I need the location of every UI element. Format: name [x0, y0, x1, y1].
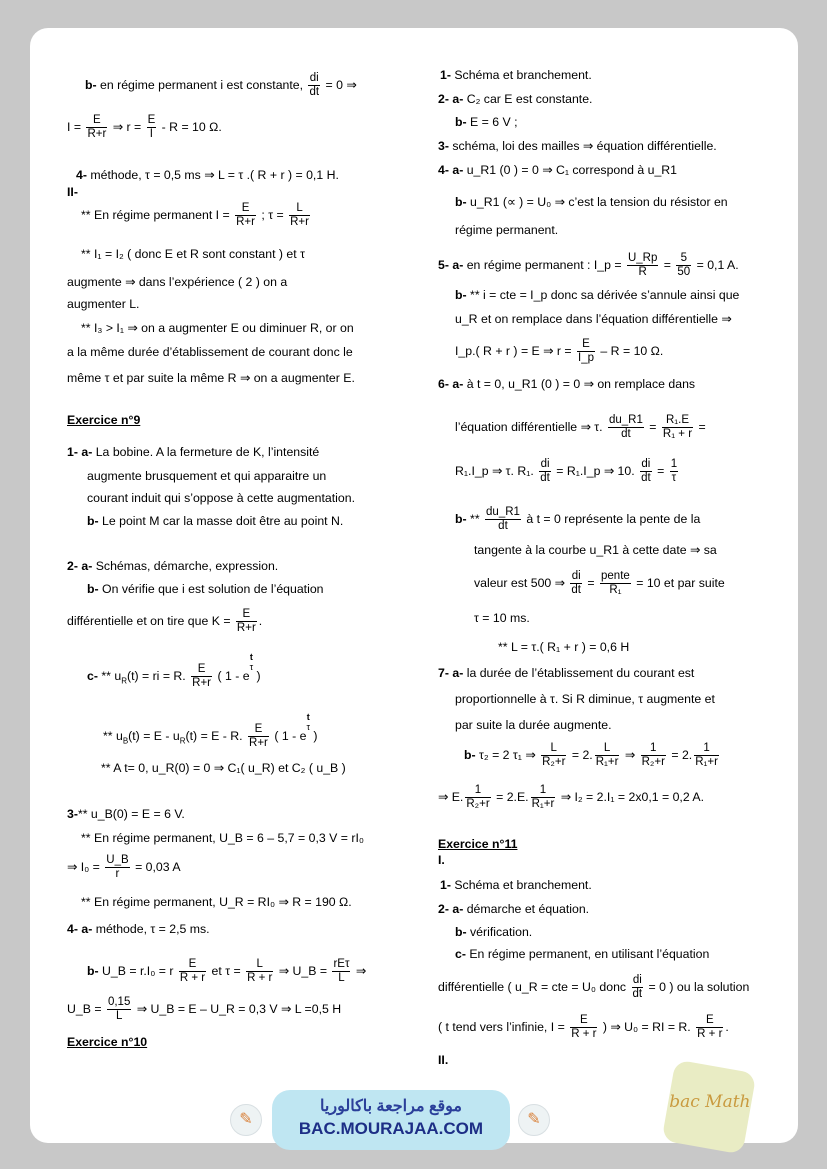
line-r30: différentielle ( u_R = cte = U₀ donc $\frac{di}{dt}$ = 0 ) ou la solution [438, 974, 750, 1000]
line-l16: 2- a- Schémas, démarche, expression. [67, 559, 279, 573]
exercise-10-heading: Exercice n°10 [67, 1035, 148, 1049]
line-r13: l’équation différentielle ⇒ τ. $\frac{du\_R1}{dt}$ = $\frac{\text{R₁.E}}{\text{R₁ + r}}$ = [455, 414, 706, 440]
line-l7: augmente ⇒ dans l’expérience ( 2 ) on a [67, 275, 288, 289]
line-l14: courant induit qui s’oppose à cette augmentation. [87, 491, 355, 505]
line-r20: 7- a- la durée de l’établissement du courant est [438, 666, 695, 680]
line-l9: ** I₃ > I₁ ⇒ on a augmenter E ou diminuer R, or on [81, 321, 354, 335]
document-page [30, 28, 798, 1143]
line-r15: b- ** $\frac{du\_R1}{dt}$ à t = 0 représente la pente de la [455, 506, 701, 532]
line-l28: U_B = $\frac{0,15}{L}$ ⇒ U_B = E – U_R = 0,3 V ⇒ L =0,5 H [67, 996, 342, 1022]
line-r32: II. [438, 1053, 449, 1067]
line-l25: ** En régime permanent, U_R = RI₀ ⇒ R = 190 Ω. [81, 895, 352, 909]
line-l23: ** En régime permanent, U_B = 6 – 5,7 = 0,3 V = rI₀ [81, 831, 364, 845]
line-r4: 3- schéma, loi des mailles ⇒ équation différentielle. [438, 139, 717, 153]
bac-math-logo: bac Math [662, 1060, 757, 1155]
line-r2: 2- a- C₂ car E est constante. [438, 92, 593, 106]
line-l22: 3-** u_B(0) = E = 6 V. [67, 807, 185, 821]
line-r6: b- u_R1 (∝ ) = U₀ ⇒ c’est la tension du résistor en [455, 195, 728, 209]
line-l20: ** $u_B(t) = E - u_R(t) = E - R$. $\frac{E}{R+r}$ ( 1 - e t τ ) [103, 712, 318, 750]
line-r28: b- vérification. [455, 925, 533, 939]
line-r31: ( t tend vers l’infinie, I = $\frac{E}{R + r}$ ) ⇒ U₀ = RI = R. $\frac{E}{R + r}$ . [438, 1014, 729, 1040]
line-l8: augmenter L. [67, 297, 140, 311]
line-l26: 4- a- méthode, τ = 2,5 ms. [67, 922, 210, 936]
line-r17: valeur est 500 ⇒ $\frac{di}{dt}$ = pente R₁ = 10 et par suite [474, 570, 725, 596]
line-r27: 2- a- démarche et équation. [438, 902, 590, 916]
line-r3: b- E = 6 V ; [455, 115, 518, 129]
line-l2: I = $\frac{E}{R+r}$ ⇒ r = $\frac{E}{I}$ - R = 10 Ω. [67, 114, 222, 140]
line-r10: u_R et on remplace dans l’équation différentielle ⇒ [455, 312, 732, 326]
line-l24: ⇒ I₀ = $\frac{U\_B}{r}$ = 0,03 A [67, 854, 181, 880]
line-r25: I. [438, 853, 445, 867]
line-l27: b- U_B = r.I₀ = r $\frac{E}{R + r}$ et τ = $\frac{L}{R + r}$ ⇒ U_B = rEτ L ⇒ [87, 958, 367, 984]
book-logo-icon-right: ✎ [518, 1104, 550, 1136]
line-r16: tangente à la courbe u_R1 à cette date ⇒ sa [474, 543, 717, 557]
exercise-11-heading: Exercice n°11 [438, 837, 518, 851]
line-l1: b- en régime permanent i est constante, $\frac{di}{dt}$ = 0 ⇒ [85, 72, 357, 98]
line-r1: 1- Schéma et branchement. [440, 68, 592, 82]
line-l11: même τ et par suite la même R ⇒ on a augmenter E. [67, 371, 355, 385]
line-l4: II- [67, 185, 78, 199]
line-l15: b- Le point M car la masse doit être au point N. [87, 514, 344, 528]
banner-site-link[interactable]: BAC.MOURAJAA.COM [298, 1119, 484, 1138]
line-r12: 6- a- à t = 0, u_R1 (0 ) = 0 ⇒ on remplace dans [438, 377, 696, 391]
line-l19: $c- ** u_R(t)$ = ri = R. $\frac{E}{R+r}$ ( 1 - e t τ ) [87, 652, 261, 690]
line-r5: 4- a- u_R1 (0 ) = 0 ⇒ C₁ correspond à u_R1 [438, 163, 678, 177]
line-l5: ** En régime permanent I = $\frac{E}{R+r}$ ; τ = $\frac{L}{R+r}$ [81, 202, 309, 228]
line-r26: 1- Schéma et branchement. [440, 878, 592, 892]
line-l3: 4- méthode, τ = 0,5 ms ⇒ L = τ .( R + r ) = 0,1 H. [76, 168, 339, 182]
banner-arabic-title: موقع مراجعة باكالوريا [320, 1098, 462, 1115]
line-r24: ⇒ E. $\frac{1}{\text{R₂+r}}$ = 2.E. $\frac{1}{\text{R₁+r}}$ ⇒ I₂ = 2.I₁ = 2x0,1 = 0,2 A. [438, 784, 705, 810]
line-r8: 5- a- en régime permanent : I_p = $\frac{U\_Rp}{R}$ = $\frac{5}{50}$ = 0,1 A. [438, 252, 739, 278]
site-banner[interactable] [272, 1090, 510, 1150]
line-l13: augmente brusquement et qui apparaitre un [87, 469, 327, 483]
line-r7: régime permanent. [455, 223, 559, 237]
exercise-9-heading: Exercice n°9 [67, 413, 141, 427]
book-logo-icon: ✎ [230, 1104, 262, 1136]
line-l10: a la même durée d’établissement de courant donc le [67, 345, 353, 359]
line-l21: ** A t= 0, u_R(0) = 0 ⇒ C₁( u_R) et C₂ ( u_B ) [101, 761, 346, 775]
line-r29: c- En régime permanent, en utilisant l’équation [455, 947, 710, 961]
line-r11: I_p.( R + r ) = E ⇒ r = $\frac{E}{I\_p}$ – R = 10 Ω. [455, 338, 664, 364]
line-r23: b- τ₂ = 2 τ₁ ⇒ $\frac{L}{\text{R₂+r}}$ = 2. $\frac{L}{\text{R₁+r}}$ ⇒ $\frac{1}{\text{R₂+r}}$ = 2. $\frac{1}{\text{R₁+r}}$ [464, 742, 718, 768]
line-l17: b- On vérifie que i est solution de l’équation [87, 582, 324, 596]
line-r18: τ = 10 ms. [474, 611, 530, 625]
line-r22: par suite la durée augmente. [455, 718, 612, 732]
line-r9: b- ** i = cte = I_p donc sa dérivée s’annule ainsi que [455, 288, 740, 302]
line-l18: différentielle et on tire que K = $\frac{E}{R+r}$ . [67, 608, 263, 634]
line-r19: ** L = τ.( R₁ + r ) = 0,6 H [498, 640, 630, 654]
line-r14: R₁.I_p ⇒ τ. R₁. $\frac{di}{dt}$ = R₁.I_p ⇒ 10. $\frac{di}{dt}$ = $\frac{1}{\tau}$ [455, 458, 678, 484]
line-l12: 1- a- La bobine. A la fermeture de K, l’intensité [67, 445, 320, 459]
line-l6: ** I₁ = I₂ ( donc E et R sont constant ) et τ [81, 247, 305, 261]
line-r21: proportionnelle à τ. Si R diminue, τ augmente et [455, 692, 715, 706]
